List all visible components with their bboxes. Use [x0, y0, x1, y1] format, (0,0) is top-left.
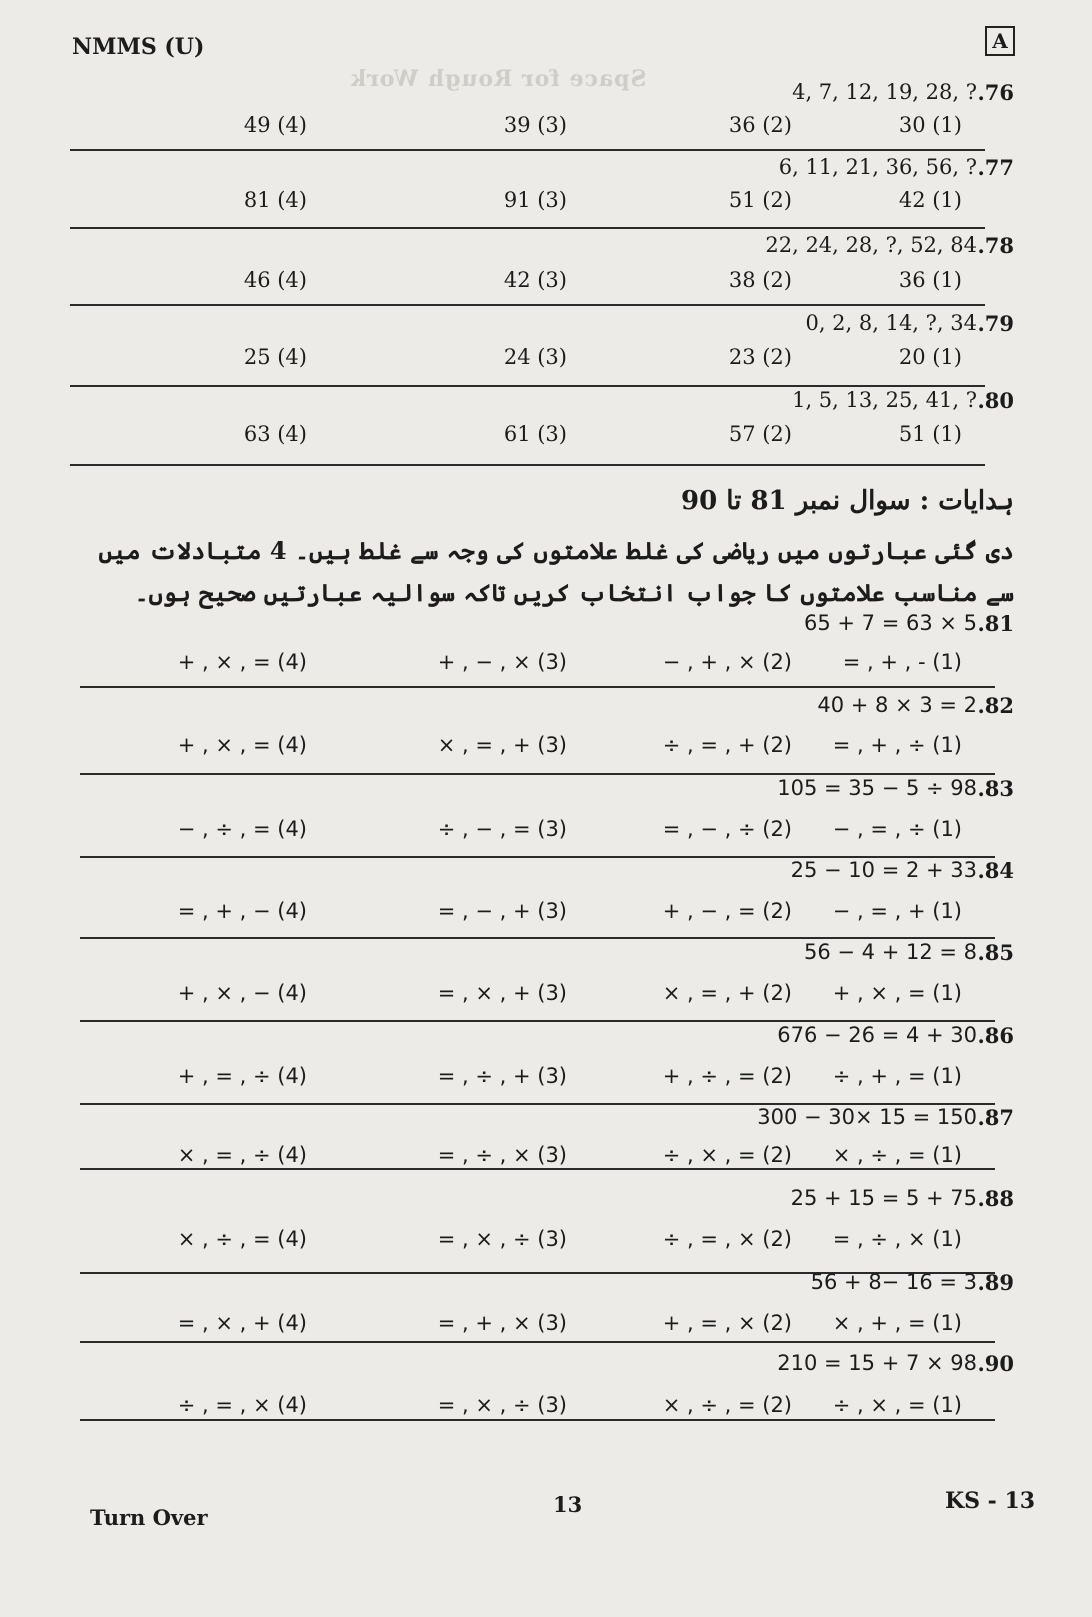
option-2[interactable]: 23 (2) [728, 345, 792, 369]
question-number: .81 [977, 611, 1014, 636]
question-stem: 22, 24, 28, ?, 52, 84 [765, 233, 977, 257]
question-divider [70, 385, 985, 387]
question-number: .90 [977, 1351, 1014, 1376]
option-4[interactable]: 25 (4) [243, 345, 307, 369]
turn-over-label: Turn Over [90, 1505, 208, 1530]
question-stem: 1, 5, 13, 25, 41, ? [792, 388, 977, 412]
paper-code: KS - 13 [945, 1488, 1036, 1514]
option-3[interactable]: = , × , ÷ (3) [437, 1227, 567, 1251]
question-stem: 105 = 35 − 5 ÷ 98 [777, 776, 977, 800]
exam-title: NMMS (U) [72, 34, 205, 60]
option-1[interactable]: = , + , - (1) [842, 650, 962, 674]
question-divider [80, 1341, 995, 1343]
option-2[interactable]: 38 (2) [728, 268, 792, 292]
question-divider [80, 1168, 995, 1170]
question-stem: 210 = 15 + 7 × 98 [777, 1351, 977, 1375]
question-number: .77 [977, 155, 1014, 180]
question-divider [80, 686, 995, 688]
question-stem: 0, 2, 8, 14, ?, 34 [805, 311, 977, 335]
option-3[interactable]: 42 (3) [503, 268, 567, 292]
option-1[interactable]: + , × , = (1) [832, 981, 962, 1005]
option-1[interactable]: = , ÷ , × (1) [832, 1227, 962, 1251]
question-number: .88 [977, 1186, 1014, 1211]
option-3[interactable]: 61 (3) [503, 422, 567, 446]
question-stem: 25 + 15 = 5 + 75 [790, 1186, 977, 1210]
question-divider [70, 149, 985, 151]
option-1[interactable]: 36 (1) [898, 268, 962, 292]
option-3[interactable]: = , − , + (3) [437, 899, 567, 923]
option-1[interactable]: 51 (1) [898, 422, 962, 446]
option-3[interactable]: = , + , × (3) [437, 1311, 567, 1335]
question-divider [70, 304, 985, 306]
question-divider [80, 773, 995, 775]
question-number: .79 [977, 311, 1014, 336]
page-number: 13 [553, 1492, 583, 1517]
question-stem: 25 − 10 = 2 + 33 [790, 858, 977, 882]
option-4[interactable]: 49 (4) [243, 113, 307, 137]
option-4[interactable]: 46 (4) [243, 268, 307, 292]
option-2[interactable]: ÷ , × , = (2) [662, 1143, 792, 1167]
rough-work-bleedthrough: Space for Rough Work [350, 66, 647, 92]
option-2[interactable]: ÷ , = , + (2) [662, 733, 792, 757]
instructions-title: ہدایات : سوال نمبر 81 تا 90 [681, 486, 1014, 516]
option-3[interactable]: = , ÷ , × (3) [437, 1143, 567, 1167]
option-4[interactable]: + , = , ÷ (4) [177, 1064, 307, 1088]
option-1[interactable]: ÷ , × , = (1) [832, 1393, 962, 1417]
option-4[interactable]: × , ÷ , = (4) [177, 1227, 307, 1251]
question-stem: 4, 7, 12, 19, 28, ? [792, 80, 977, 104]
option-2[interactable]: 51 (2) [728, 188, 792, 212]
option-3[interactable]: 91 (3) [503, 188, 567, 212]
option-1[interactable]: × , ÷ , = (1) [832, 1143, 962, 1167]
question-number: .89 [977, 1270, 1014, 1295]
option-4[interactable]: ÷ , = , × (4) [177, 1393, 307, 1417]
option-4[interactable]: − , ÷ , = (4) [177, 817, 307, 841]
question-stem: 40 + 8 × 3 = 2 [817, 693, 977, 717]
option-4[interactable]: = , × , + (4) [177, 1311, 307, 1335]
question-divider [80, 1419, 995, 1421]
option-2[interactable]: × , ÷ , = (2) [662, 1393, 792, 1417]
option-4[interactable]: 63 (4) [243, 422, 307, 446]
question-stem: 6, 11, 21, 36, 56, ? [778, 155, 977, 179]
option-3[interactable]: ÷ , − , = (3) [437, 817, 567, 841]
question-divider [70, 227, 985, 229]
option-1[interactable]: = , + , ÷ (1) [832, 733, 962, 757]
option-1[interactable]: − , = , + (1) [832, 899, 962, 923]
option-4[interactable]: = , + , − (4) [177, 899, 307, 923]
option-2[interactable]: 57 (2) [728, 422, 792, 446]
question-number: .86 [977, 1023, 1014, 1048]
option-4[interactable]: + , × , = (4) [177, 650, 307, 674]
question-number: .87 [977, 1105, 1014, 1130]
question-divider [80, 1020, 995, 1022]
question-stem: 56 − 4 + 12 = 8 [803, 940, 977, 964]
option-3[interactable]: 39 (3) [503, 113, 567, 137]
option-2[interactable]: ÷ , = , × (2) [662, 1227, 792, 1251]
option-1[interactable]: 20 (1) [898, 345, 962, 369]
option-3[interactable]: 24 (3) [503, 345, 567, 369]
option-2[interactable]: + , ÷ , = (2) [662, 1064, 792, 1088]
option-1[interactable]: ÷ , + , = (1) [832, 1064, 962, 1088]
question-divider [80, 937, 995, 939]
option-2[interactable]: × , = , + (2) [662, 981, 792, 1005]
question-stem: 676 − 26 = 4 + 30 [777, 1023, 977, 1047]
question-number: .85 [977, 940, 1014, 965]
question-number: .82 [977, 693, 1014, 718]
option-3[interactable]: = , × , ÷ (3) [437, 1393, 567, 1417]
question-stem: 56 + 8− 16 = 3 [810, 1270, 977, 1294]
option-2[interactable]: + , − , = (2) [662, 899, 792, 923]
question-number: .76 [977, 80, 1014, 105]
question-stem: 300 − 30× 15 = 150 [757, 1105, 977, 1129]
option-4[interactable]: 81 (4) [243, 188, 307, 212]
option-3[interactable]: × , = , + (3) [437, 733, 567, 757]
instructions-text: دی گئی عبارتوں میں ریاضی کی غلط علامتوں کی وجہ سے غلط ہیں۔ 4 متبادلات میں سے مناسب علامتوں کا جواب انتخاب کریں تاکہ سوالیہ عبارتیں صحیح ہوں۔ [98, 536, 1014, 607]
option-1[interactable]: 42 (1) [898, 188, 962, 212]
option-4[interactable]: + , × , − (4) [177, 981, 307, 1005]
option-3[interactable]: = , ÷ , + (3) [437, 1064, 567, 1088]
question-stem: 65 + 7 = 63 × 5 [803, 611, 977, 635]
option-1[interactable]: × , + , = (1) [832, 1311, 962, 1335]
option-4[interactable]: + , × , = (4) [177, 733, 307, 757]
option-2[interactable]: − , + , × (2) [662, 650, 792, 674]
option-2[interactable]: 36 (2) [728, 113, 792, 137]
option-2[interactable]: = , − , ÷ (2) [662, 817, 792, 841]
option-1[interactable]: 30 (1) [898, 113, 962, 137]
question-number: .80 [977, 388, 1014, 413]
option-3[interactable]: = , × , + (3) [437, 981, 567, 1005]
option-1[interactable]: − , = , ÷ (1) [832, 817, 962, 841]
question-number: .84 [977, 858, 1014, 883]
option-4[interactable]: × , = , ÷ (4) [177, 1143, 307, 1167]
question-number: .78 [977, 233, 1014, 258]
option-2[interactable]: + , = , × (2) [662, 1311, 792, 1335]
set-badge: A [985, 26, 1015, 56]
question-divider [70, 464, 985, 466]
option-3[interactable]: + , − , × (3) [437, 650, 567, 674]
question-number: .83 [977, 776, 1014, 801]
